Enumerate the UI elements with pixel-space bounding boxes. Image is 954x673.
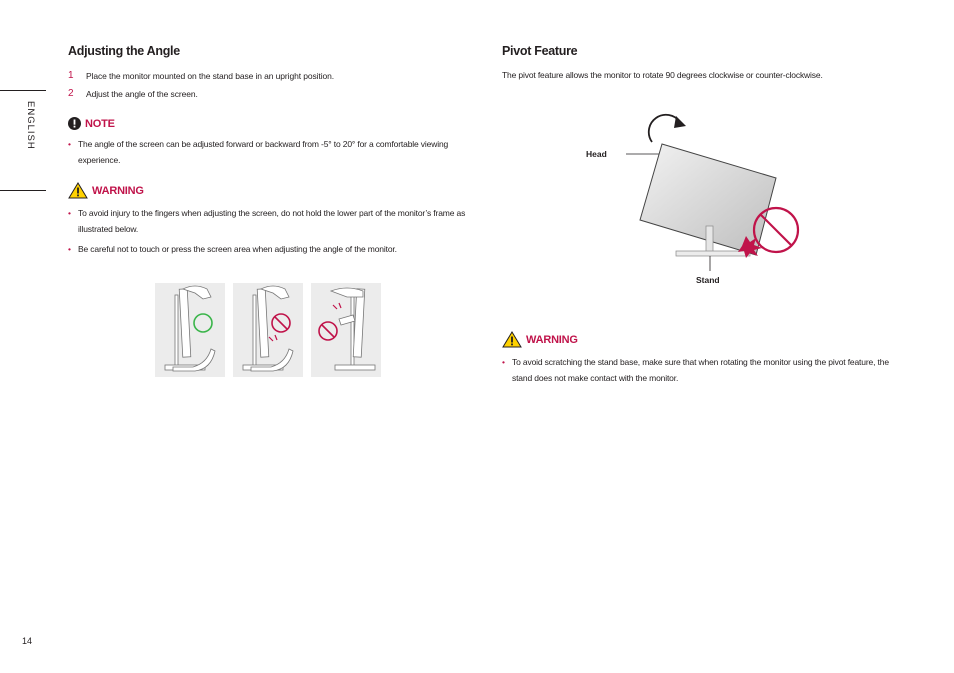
step-text: Place the monitor mounted on the stand base in an upright position. [86, 71, 334, 81]
rotate-arrow-icon [649, 115, 680, 142]
warning-title [502, 331, 907, 348]
pivot-illustration [580, 108, 820, 293]
section-heading: Pivot Feature [502, 44, 578, 58]
warning-item-text: Be careful not to touch or press the screen area when adjusting the angle of the monitor. [78, 244, 397, 254]
illustration-correct-grip [155, 283, 225, 377]
step-text: Adjust the angle of the screen. [86, 89, 198, 99]
steps-list [68, 67, 483, 103]
adjusting-angle-section [68, 44, 483, 261]
warning-list [68, 205, 483, 257]
warning-item: • To avoid scratching the stand base, make sure that when rotating the monitor using the pivot feature, the stand does not make contact with the monitor. [502, 357, 889, 383]
ok-circle-icon [194, 314, 212, 332]
warning-title-text: WARNING [92, 184, 144, 197]
step-item [68, 67, 483, 85]
stand-label: Stand [696, 275, 720, 285]
pivot-intro: The pivot feature allows the monitor to rotate 90 degrees clockwise or counter-clockwise. [502, 70, 823, 80]
warning-item: • To avoid injury to the fingers when adjusting the screen, do not hold the lower part of the monitor’s frame as illustrated below. [68, 208, 466, 234]
language-tab [0, 90, 46, 191]
pivot-warning [502, 331, 907, 390]
note-title [68, 117, 483, 130]
language-label: ENGLISH [25, 101, 36, 150]
illustration-wrong-press-screen [311, 283, 381, 377]
finger-safety-illustrations [155, 283, 381, 377]
step-number: 2 [68, 88, 74, 99]
warning-title [68, 182, 483, 199]
warning-item: • Be careful not to touch or press the screen area when adjusting the angle of the monitor. [68, 244, 397, 254]
illustration-wrong-grip-bottom [233, 283, 303, 377]
head-label: Head [586, 149, 607, 159]
warning-title-text: WARNING [526, 333, 578, 346]
note-item-text: The angle of the screen can be adjusted forward or backward from -5° to 20° for a comfortable viewing experience. [78, 139, 449, 165]
warning-list [502, 354, 907, 386]
exclamation-circle-icon [68, 117, 81, 130]
page-number: 14 [22, 636, 33, 646]
warning-triangle-icon [68, 182, 88, 199]
note-title-text: NOTE [85, 117, 115, 130]
note-item: • The angle of the screen can be adjusted forward or backward from -5° to 20° for a comfortable viewing experience. [68, 139, 449, 165]
step-item [68, 85, 483, 103]
warning-item-text: To avoid scratching the stand base, make sure that when rotating the monitor using the pivot feature, the stand does not make contact with the monitor. [512, 357, 889, 383]
warning-triangle-icon [502, 331, 522, 348]
step-number: 1 [68, 70, 74, 81]
warning-item-text: To avoid injury to the fingers when adjusting the screen, do not hold the lower part of the monitor’s frame as illustrated below. [78, 208, 466, 234]
pivot-feature-section [502, 44, 907, 83]
note-list [68, 136, 483, 168]
section-heading: Adjusting the Angle [68, 44, 180, 58]
